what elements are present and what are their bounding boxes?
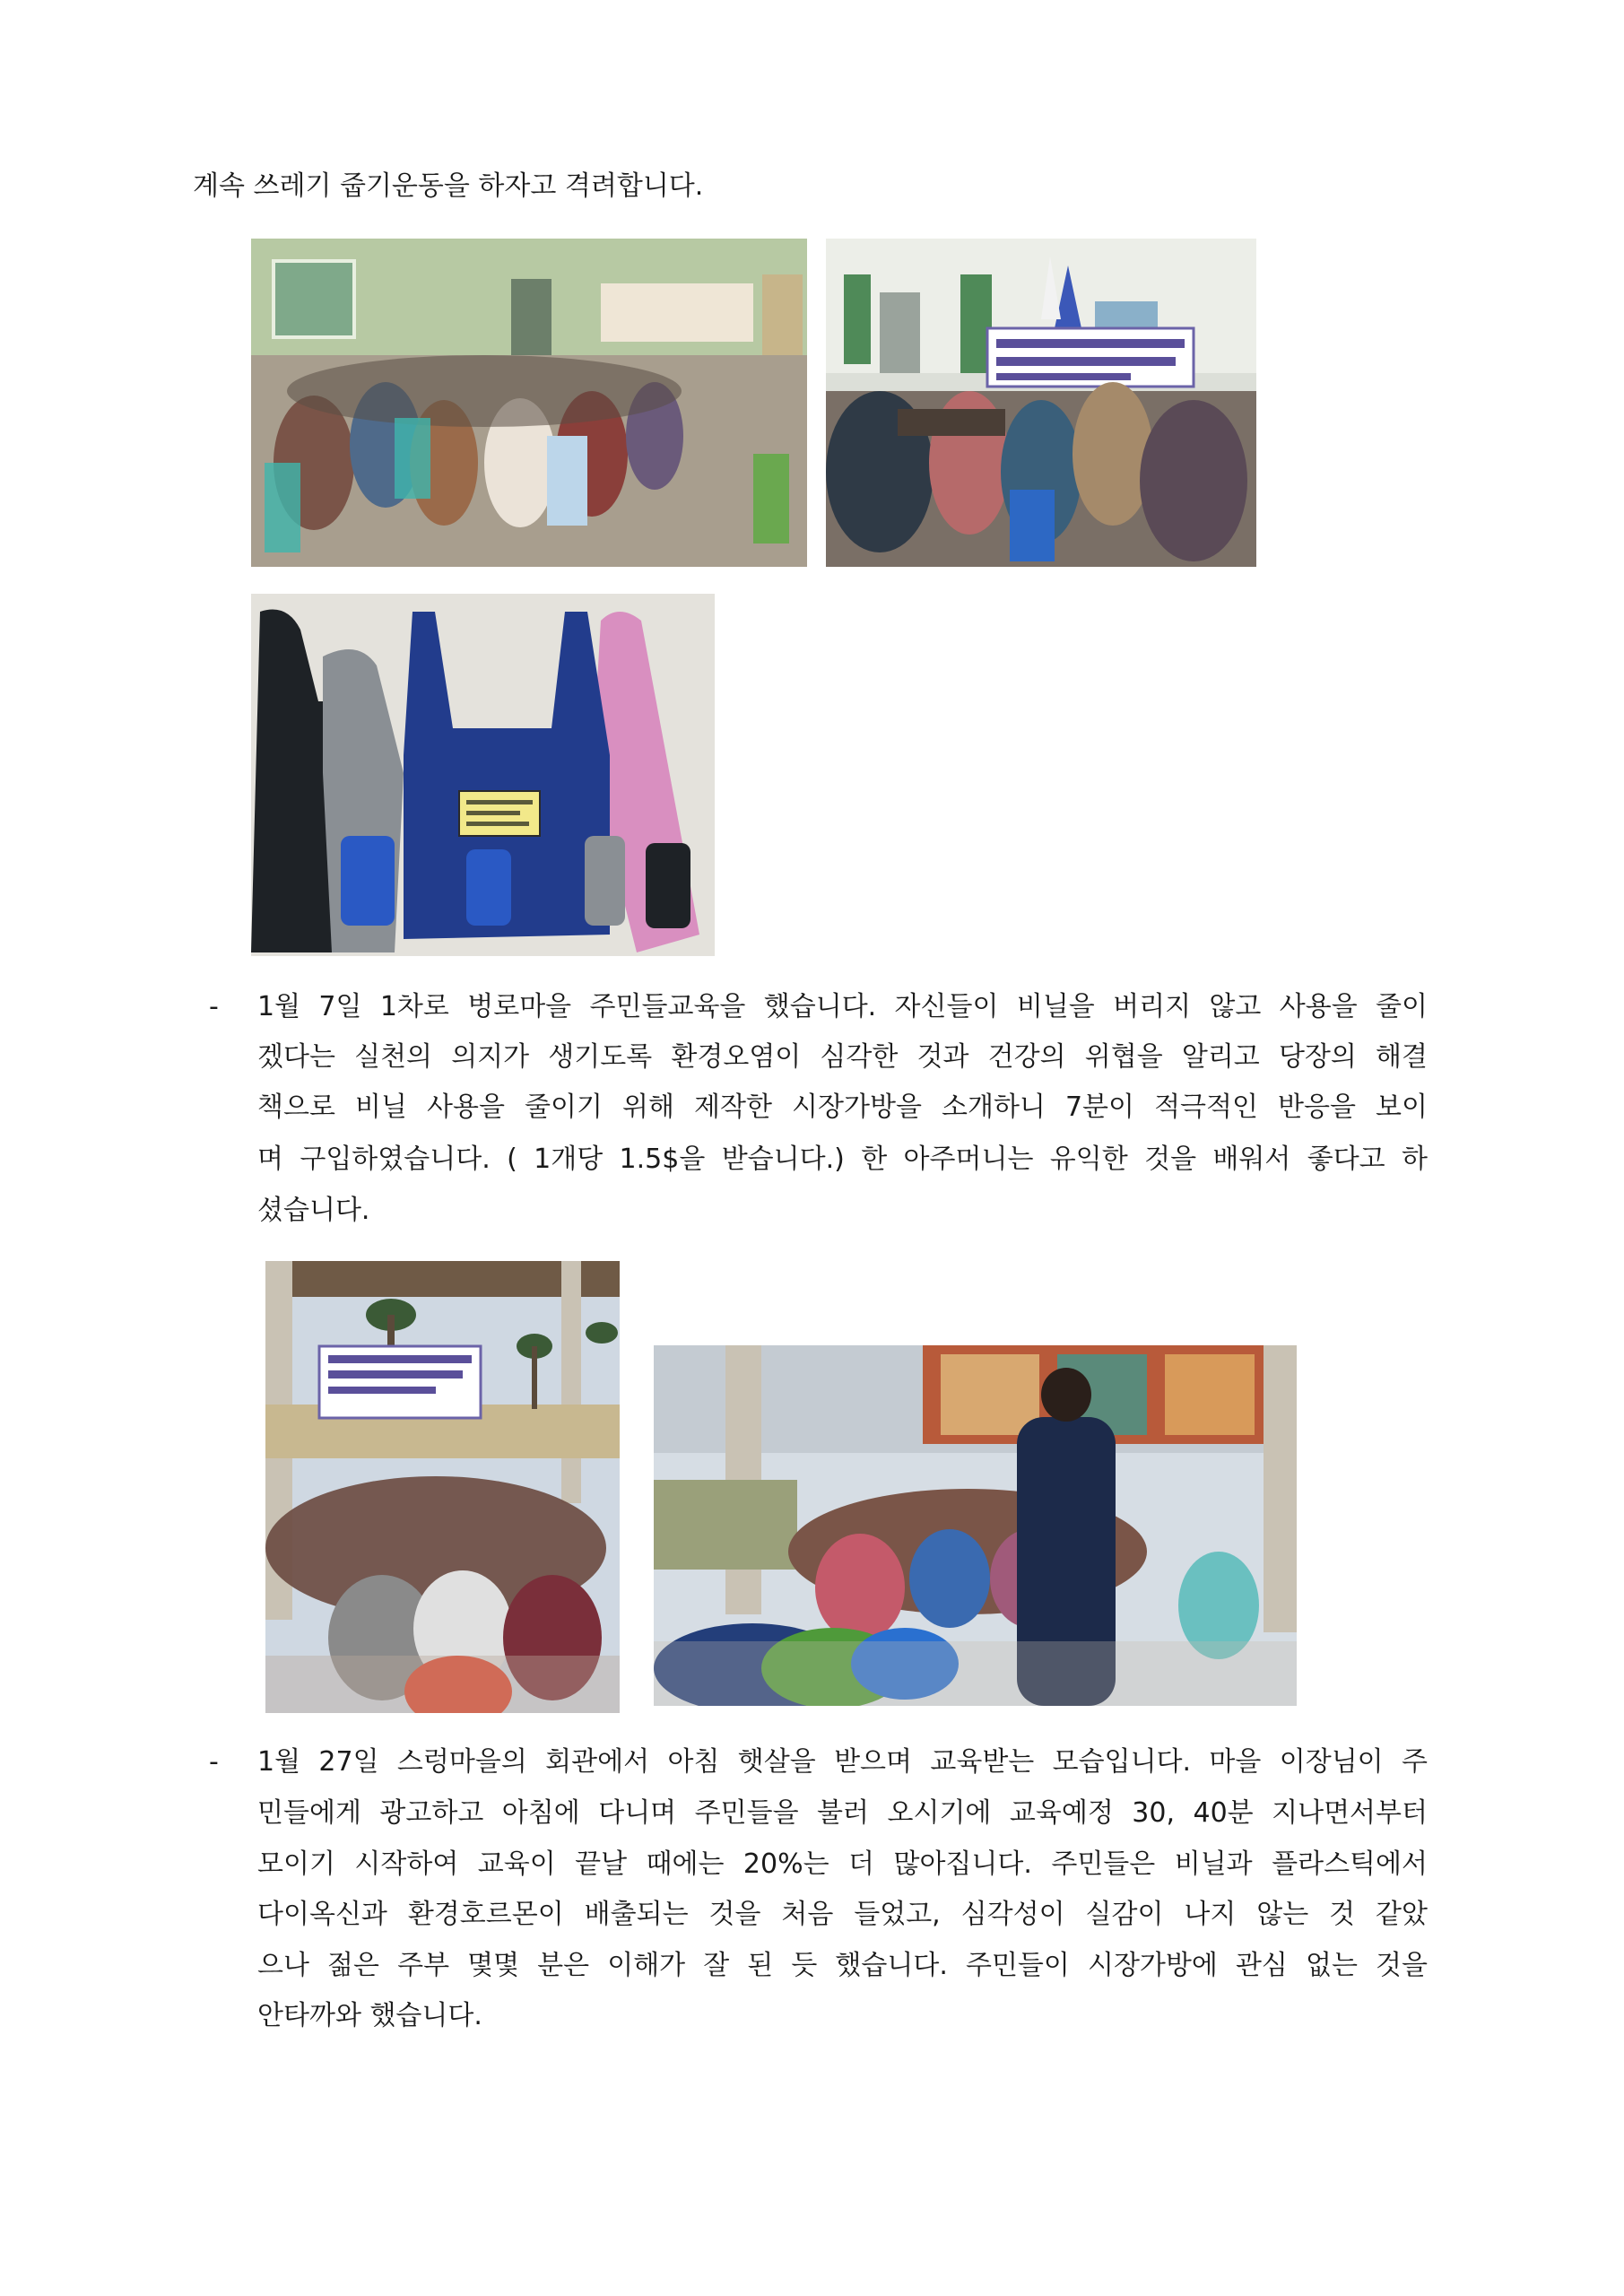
photo-hall-presentation [826,239,1256,567]
bullet-dash: - [209,1746,219,1778]
para1-line-5: 셨습니다. [257,1195,370,1226]
photo-classroom-meeting [251,239,807,567]
para2-line-1: 1월 27일 스렁마을의 회관에서 아침 햇살을 받으며 교육받는 모습입니다. 마을 이장님이 주 [257,1746,1428,1778]
photo-village-gathering [265,1261,620,1713]
para2-line-2: 민들에게 광고하고 아침에 다니며 주민들을 불러 오시기에 교육예정 30, 40분 지나면서부터 [257,1797,1428,1829]
para1-line-3: 책으로 비닐 사용을 줄이기 위해 제작한 시장가방을 소개하니 7분이 적극적인 반응을 보이 [257,1091,1428,1123]
photo-community-hall [654,1345,1297,1706]
photo-market-bags [251,594,715,956]
para2-line-3: 모이기 시작하여 교육이 끝날 때에는 20%는 더 많아집니다. 주민들은 비닐과 플라스틱에서 [257,1848,1428,1880]
intro-text: 계속 쓰레기 줍기운동을 하자고 격려합니다. [193,170,704,202]
para1-line-2: 겠다는 실천의 의지가 생기도록 환경오염이 심각한 것과 건강의 위협을 알리고 당장의 해결 [257,1041,1428,1073]
bullet-dash: - [209,991,219,1022]
para1-line-4: 며 구입하였습니다. ( 1개당 1.5$을 받습니다.) 한 아주머니는 유익한 것을 배워서 좋다고 하 [257,1144,1428,1175]
para1-line-1: 1월 7일 1차로 벙로마을 주민들교육을 했습니다. 자신들이 비닐을 버리지 않고 사용을 줄이 [257,991,1428,1022]
para2-line-6: 안타까와 했습니다. [257,2000,482,2031]
para2-line-4: 다이옥신과 환경호르몬이 배출되는 것을 처음 들었고, 심각성이 실감이 나지 않는 것 같았 [257,1899,1428,1930]
para2-line-5: 으나 젊은 주부 몇몇 분은 이해가 잘 된 듯 했습니다. 주민들이 시장가방에 관심 없는 것을 [257,1950,1428,1981]
